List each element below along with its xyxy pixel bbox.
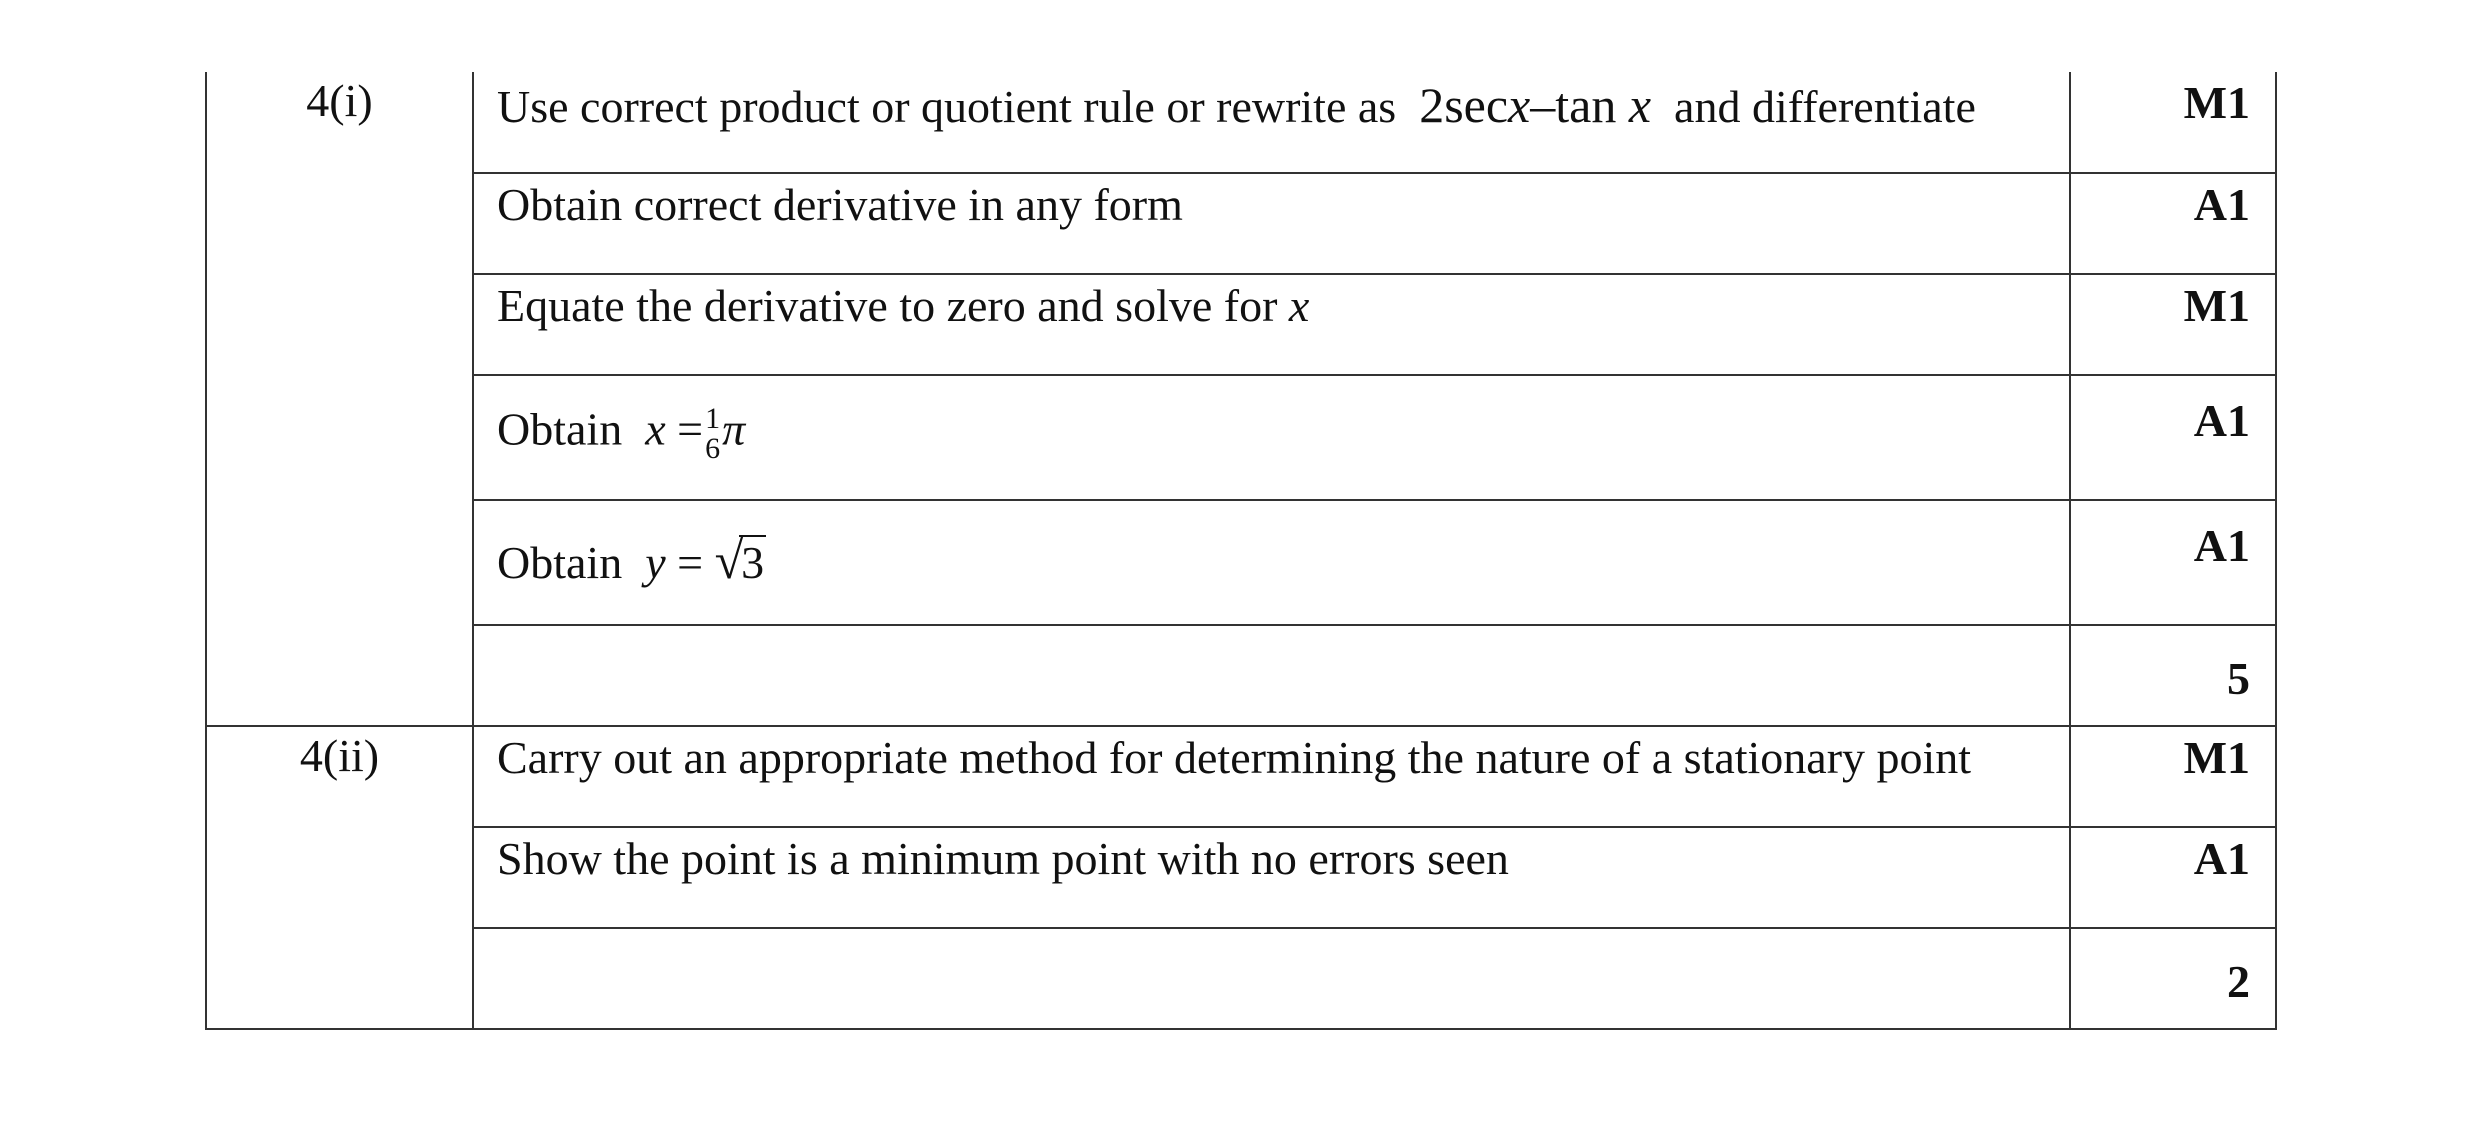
table-row	[206, 375, 2276, 500]
mark-scheme-table	[205, 72, 2277, 1030]
table-row	[206, 173, 2276, 274]
answer-cell	[473, 625, 2070, 726]
table-row	[206, 625, 2276, 726]
answer-text: Obtain	[497, 537, 623, 588]
total-mark: 2	[2227, 956, 2250, 1007]
mark-label: A1	[2193, 520, 2250, 571]
mark-cell	[2070, 500, 2276, 625]
answer-cell	[473, 726, 2070, 827]
answer-cell	[473, 500, 2070, 625]
math-variable: y	[645, 537, 666, 588]
mark-label: M1	[2183, 77, 2250, 128]
fraction-denominator: 6	[705, 432, 721, 465]
answer-text: Use correct product or quotient rule or rewrite as	[497, 81, 1397, 132]
math-square-root	[715, 533, 767, 590]
math-variable: x	[1288, 280, 1310, 331]
answer-text: Obtain correct derivative in any form	[497, 179, 1183, 230]
mark-label: A1	[2193, 833, 2250, 884]
mark-cell	[2070, 274, 2276, 375]
mark-cell	[2070, 726, 2276, 827]
table-row	[206, 928, 2276, 1029]
answer-cell	[473, 72, 2070, 173]
math-variable: x	[645, 403, 666, 455]
answer-text: Equate the derivative to zero and solve for	[497, 280, 1278, 331]
answer-text: Carry out an appropriate method for determining the nature of a stationary point	[497, 732, 1972, 783]
math-equals: =	[677, 403, 704, 455]
answer-text: and differentiate	[1674, 81, 1976, 132]
table-row	[206, 274, 2276, 375]
total-mark: 5	[2227, 653, 2250, 704]
mark-cell	[2070, 375, 2276, 500]
mark-label: A1	[2193, 395, 2250, 446]
pi-symbol: π	[722, 403, 746, 455]
table-row	[206, 827, 2276, 928]
question-number: 4(ii)	[299, 730, 380, 781]
math-fraction	[705, 404, 720, 464]
answer-cell	[473, 173, 2070, 274]
table-row	[206, 500, 2276, 625]
answer-cell	[473, 375, 2070, 500]
mark-cell	[2070, 827, 2276, 928]
total-mark-cell	[2070, 928, 2276, 1029]
answer-text: Obtain	[497, 403, 623, 455]
mark-cell	[2070, 72, 2276, 173]
answer-cell	[473, 928, 2070, 1029]
mark-label: A1	[2193, 179, 2250, 230]
math-equals: =	[677, 537, 704, 588]
mark-cell	[2070, 173, 2276, 274]
mark-label: M1	[2183, 732, 2250, 783]
table-row	[206, 72, 2276, 173]
mark-label: M1	[2183, 280, 2250, 331]
root-symbol: √	[714, 533, 744, 590]
table-row	[206, 726, 2276, 827]
radicand: 3	[741, 537, 765, 588]
fraction-numerator: 1	[705, 402, 721, 435]
math-expression: 2secx–tan x	[1419, 77, 1652, 133]
answer-text: Show the point is a minimum point with no errors seen	[497, 833, 1509, 884]
question-number-cell	[206, 72, 473, 726]
question-number: 4(i)	[306, 75, 373, 126]
question-number-cell	[206, 726, 473, 1029]
total-mark-cell	[2070, 625, 2276, 726]
answer-cell	[473, 827, 2070, 928]
answer-cell	[473, 274, 2070, 375]
